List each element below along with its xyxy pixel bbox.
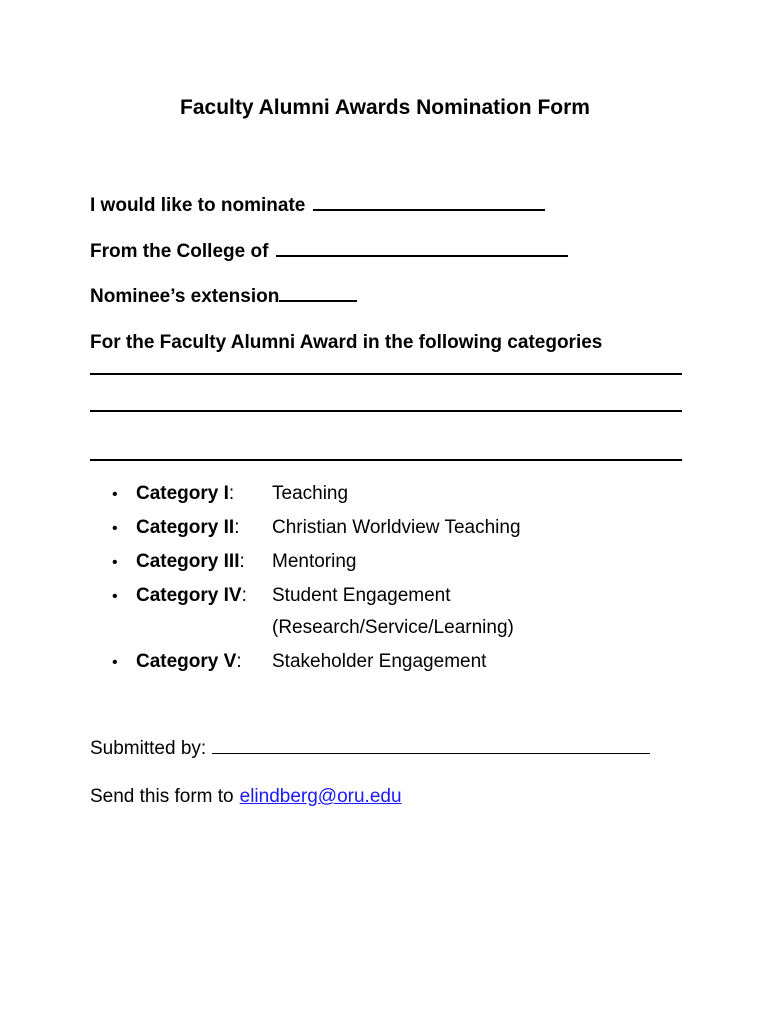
bullet-icon: • (112, 520, 118, 537)
category-description: Stakeholder Engagement (272, 651, 487, 672)
category-label: Category I (136, 483, 229, 504)
answer-line-3[interactable] (90, 459, 682, 461)
college-field (90, 241, 568, 263)
list-item: • Category II: Christian Worldview Teaching (112, 512, 672, 546)
submitted-label: Submitted by: (90, 738, 207, 759)
category-description: Mentoring (272, 551, 357, 572)
category-list (112, 478, 672, 680)
college-blank[interactable] (276, 254, 568, 257)
category-description: Student Engagement (Research/Service/Learning) (272, 585, 514, 638)
college-label: From the College of (90, 241, 269, 262)
extension-field (90, 286, 357, 308)
category-label: Category II (136, 517, 235, 538)
send-label: Send this form to (90, 786, 234, 807)
award-label: For the Faculty Alumni Award in the following categories (90, 332, 603, 353)
submitted-by-field (90, 738, 650, 760)
submitted-by-blank[interactable] (212, 752, 650, 754)
answer-line-2[interactable] (90, 410, 682, 412)
category-description: Teaching (272, 483, 349, 504)
category-description: Christian Worldview Teaching (272, 517, 521, 538)
form-title: Faculty Alumni Awards Nomination Form (180, 96, 590, 119)
list-item: • Category IV: Student Engagement (Research/Service/Learning) (112, 580, 672, 646)
extension-blank[interactable] (279, 299, 357, 302)
nominee-name-field (90, 195, 545, 217)
bullet-icon: • (112, 588, 118, 605)
bullet-icon: • (112, 654, 118, 671)
nominee-name-blank[interactable] (313, 208, 545, 211)
category-label: Category V (136, 651, 237, 672)
award-categories-field (90, 332, 602, 354)
list-item: • Category V: Stakeholder Engagement (112, 646, 672, 680)
bullet-icon: • (112, 486, 118, 503)
answer-line-1[interactable] (90, 373, 682, 375)
bullet-icon: • (112, 554, 118, 571)
send-instructions (90, 786, 402, 808)
category-label: Category III (136, 551, 240, 572)
category-label: Category IV (136, 585, 242, 606)
extension-label: Nominee’s extension (90, 286, 280, 307)
list-item: • Category III: Mentoring (112, 546, 672, 580)
list-item: • Category I: Teaching (112, 478, 672, 512)
email-link[interactable]: elindberg@oru.edu (239, 786, 402, 807)
nominate-label: I would like to nominate (90, 195, 306, 216)
